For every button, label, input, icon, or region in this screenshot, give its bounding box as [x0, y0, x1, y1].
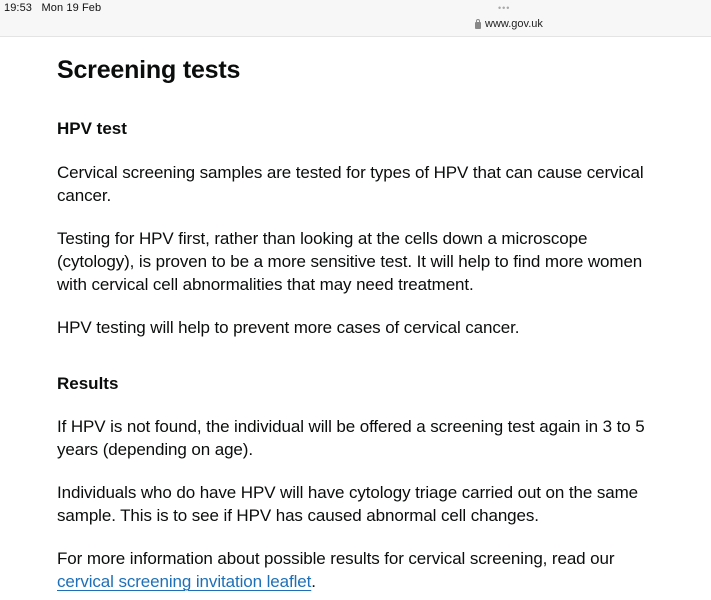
more-info-text: For more information about possible results for cervical screening, read our	[57, 549, 615, 568]
paragraph: If HPV is not found, the individual will be offered a screening test again in 3 to 5 years (depending on age).	[57, 417, 645, 459]
page-title: Screening tests	[57, 56, 241, 84]
url-text: www.gov.uk	[485, 18, 543, 30]
date-text: Mon 19 Feb	[41, 2, 102, 14]
paragraph: Cervical screening samples are tested for types of HPV that can cause cervical cancer.	[57, 163, 644, 205]
paragraph: Testing for HPV first, rather than looking at the cells down a microscope (cytology), is proven to be a more sensitive test. It will help to find more women with cervical cell abnormalities that may need treatment.	[57, 229, 643, 294]
lock-icon	[475, 22, 481, 29]
more-info-suffix: .	[311, 572, 316, 591]
address-bar[interactable]	[475, 18, 543, 30]
browser-status-bar	[0, 0, 711, 37]
more-info-paragraph	[57, 547, 667, 593]
status-time	[4, 2, 101, 14]
time-text: 19:53	[4, 2, 33, 14]
main-content	[57, 55, 667, 591]
invitation-leaflet-link[interactable]: cervical screening invitation leaflet	[57, 572, 312, 591]
paragraph: HPV testing will help to prevent more cases of cervical cancer.	[57, 318, 520, 337]
more-dots-icon[interactable]: •••	[498, 3, 511, 13]
paragraph: Individuals who do have HPV will have cytology triage carried out on the same sample. This is to see if HPV has caused abnormal cell changes.	[57, 483, 639, 525]
section-heading-results: Results	[57, 374, 119, 393]
section-heading-hpv-test: HPV test	[57, 119, 127, 138]
